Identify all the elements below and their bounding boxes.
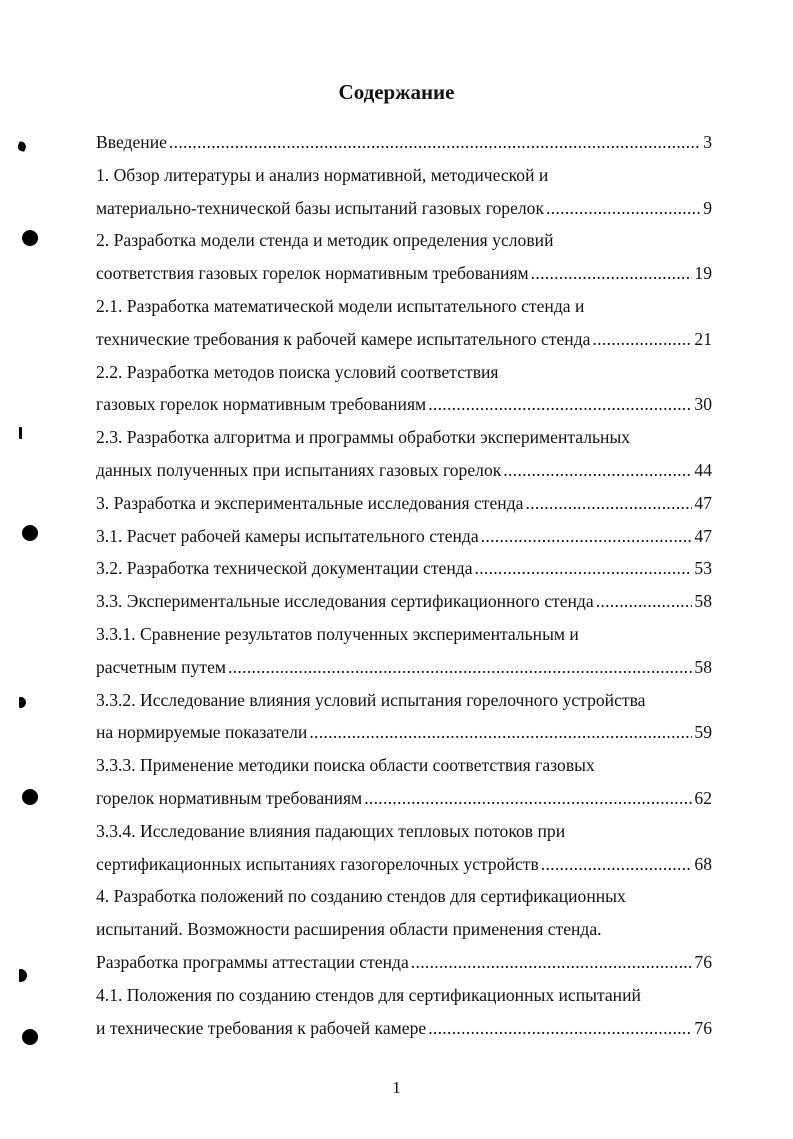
- toc-entry-text: 3.1. Расчет рабочей камеры испытательного стенда: [96, 525, 479, 546]
- toc-page-number: 19: [694, 263, 712, 284]
- toc-entry-text: расчетным путем: [96, 656, 227, 677]
- dot-leader: [475, 552, 693, 585]
- toc-entry-2-1-line-1: [96, 290, 712, 323]
- hole-punch-mark: [22, 789, 38, 805]
- toc-entry-text: 3. Разработка и экспериментальные исследования стенда: [96, 492, 524, 513]
- toc-entry-2-line-1: [96, 224, 712, 257]
- toc-page-number: 53: [694, 558, 712, 579]
- toc-page-number: 30: [694, 394, 712, 415]
- toc-entry-text: данных полученных при испытаниях газовых горелок: [96, 459, 502, 480]
- toc-page-number: 9: [703, 197, 712, 218]
- toc-entry-text: соответствия газовых горелок нормативным требованиям: [96, 263, 529, 284]
- toc-entry-text: технические требования к рабочей камере испытательного стенда: [96, 328, 591, 349]
- toc-page-number: 3: [703, 132, 712, 152]
- toc-page-number: 76: [694, 1017, 712, 1038]
- toc-entry-3-2[interactable]: [96, 552, 712, 585]
- toc-entry-text: Разработка программы аттестации стенда: [96, 951, 409, 972]
- dot-leader: [364, 782, 692, 815]
- page-number: 1: [392, 1078, 401, 1097]
- toc-entry-2[interactable]: [96, 257, 712, 290]
- toc-entry-intro[interactable]: [96, 126, 712, 159]
- toc-entry-3-3-2[interactable]: [96, 716, 712, 749]
- toc-entry-3[interactable]: [96, 487, 712, 520]
- toc-entry-text: материально-технической базы испытаний газовых горелок: [96, 197, 545, 218]
- toc-page-number: 44: [694, 459, 712, 480]
- margin-mark: [19, 427, 22, 439]
- toc-entry-text: 4.1. Положения по созданию стендов для сертификационных испытаний: [96, 984, 641, 1005]
- toc-entry-text: на нормируемые показатели: [96, 722, 308, 743]
- toc-entry-text: 4. Разработка положений по созданию стендов для сертификационных: [96, 886, 626, 907]
- toc-entry-text: 2.1. Разработка математической модели испытательного стенда и: [96, 295, 585, 316]
- toc-entry-text: Введение: [96, 132, 167, 152]
- dot-leader: [525, 487, 692, 520]
- toc-page-number: 68: [694, 853, 712, 874]
- toc-page-number: 59: [694, 722, 712, 743]
- dot-leader: [541, 848, 693, 881]
- toc-entry-text: 3.3.3. Применение методики поиска области соответствия газовых: [96, 755, 595, 776]
- toc-entry-text: 1. Обзор литературы и анализ нормативной, методической и: [96, 164, 549, 185]
- dot-leader: [481, 520, 693, 553]
- dot-leader: [546, 192, 701, 225]
- toc-entry-text: 3.3.2. Исследование влияния условий испытания горелочного устройства: [96, 689, 646, 710]
- toc-entry-text: 2.3. Разработка алгоритма и программы обработки экспериментальных: [96, 427, 631, 448]
- toc-entry-3-3[interactable]: [96, 585, 712, 618]
- toc-entry-3-3-3-line-1: [96, 749, 712, 782]
- toc-entry-4[interactable]: [96, 946, 712, 979]
- toc-entry-text: 3.3. Экспериментальные исследования сертификационного стенда: [96, 591, 594, 612]
- margin-mark: [19, 969, 27, 982]
- toc-entry-text: испытаний. Возможности расширения области применения стенда.: [96, 919, 602, 940]
- toc-entry-4-line-1: [96, 880, 712, 913]
- toc-entry-2-1[interactable]: [96, 323, 712, 356]
- dot-leader: [596, 585, 693, 618]
- toc-entry-text: 3.2. Разработка технической документации стенда: [96, 558, 473, 579]
- toc-entry-2-3-line-1: [96, 421, 712, 454]
- toc-entry-4-1[interactable]: [96, 1012, 712, 1045]
- hole-punch-mark: [22, 230, 38, 246]
- toc-entry-2-3[interactable]: [96, 454, 712, 487]
- toc-page-number: 47: [694, 492, 712, 513]
- dot-leader: [428, 1012, 692, 1045]
- toc-entry-text: сертификационных испытаниях газогорелочных устройств: [96, 853, 539, 874]
- toc-entry-3-3-4-line-1: [96, 815, 712, 848]
- toc-entry-text: газовых горелок нормативным требованиям: [96, 394, 427, 415]
- dot-leader: [309, 716, 692, 749]
- dot-leader: [592, 323, 692, 356]
- toc-entry-4-line-2: [96, 913, 712, 946]
- dot-leader: [428, 388, 692, 421]
- toc-entry-text: 3.3.4. Исследование влияния падающих тепловых потоков при: [96, 820, 566, 841]
- toc-page-number: 76: [694, 951, 712, 972]
- toc-page-number: 58: [694, 656, 712, 677]
- margin-mark: [19, 697, 26, 708]
- toc-entry-3-1[interactable]: [96, 520, 712, 553]
- toc-entry-2-2-line-1: [96, 356, 712, 389]
- toc-entry-text: и технические требования к рабочей камере: [96, 1017, 427, 1038]
- margin-mark: [17, 141, 28, 152]
- hole-punch-mark: [22, 525, 38, 541]
- toc-entry-text: 3.3.1. Сравнение результатов полученных экспериментальным и: [96, 623, 579, 644]
- toc-entry-text: горелок нормативным требованиям: [96, 787, 363, 808]
- toc-entry-2-2[interactable]: [96, 388, 712, 421]
- toc-entry-3-3-3[interactable]: [96, 782, 712, 815]
- dot-leader: [228, 651, 692, 684]
- toc-entry-3-3-1-line-1: [96, 618, 712, 651]
- toc-entry-3-3-2-line-1: [96, 684, 712, 717]
- page-title: Содержание: [338, 80, 455, 104]
- dot-leader: [411, 946, 693, 979]
- dot-leader: [531, 257, 693, 290]
- hole-punch-mark: [22, 1029, 38, 1045]
- toc-page-number: 47: [694, 525, 712, 546]
- toc-page-number: 58: [694, 591, 712, 612]
- dot-leader: [503, 454, 692, 487]
- toc-entry-3-3-1[interactable]: [96, 651, 712, 684]
- toc-page-number: 21: [694, 328, 712, 349]
- toc-entry-1-line-1: [96, 159, 712, 192]
- toc-entry-text: 2. Разработка модели стенда и методик определения условий: [96, 230, 554, 251]
- toc-entry-3-3-4[interactable]: [96, 848, 712, 881]
- table-of-contents: [96, 126, 712, 1044]
- toc-entry-1[interactable]: [96, 192, 712, 225]
- dot-leader: [169, 126, 701, 159]
- toc-entry-text: 2.2. Разработка методов поиска условий соответствия: [96, 361, 499, 382]
- toc-entry-4-1-line-1: [96, 979, 712, 1012]
- toc-page-number: 62: [694, 787, 712, 808]
